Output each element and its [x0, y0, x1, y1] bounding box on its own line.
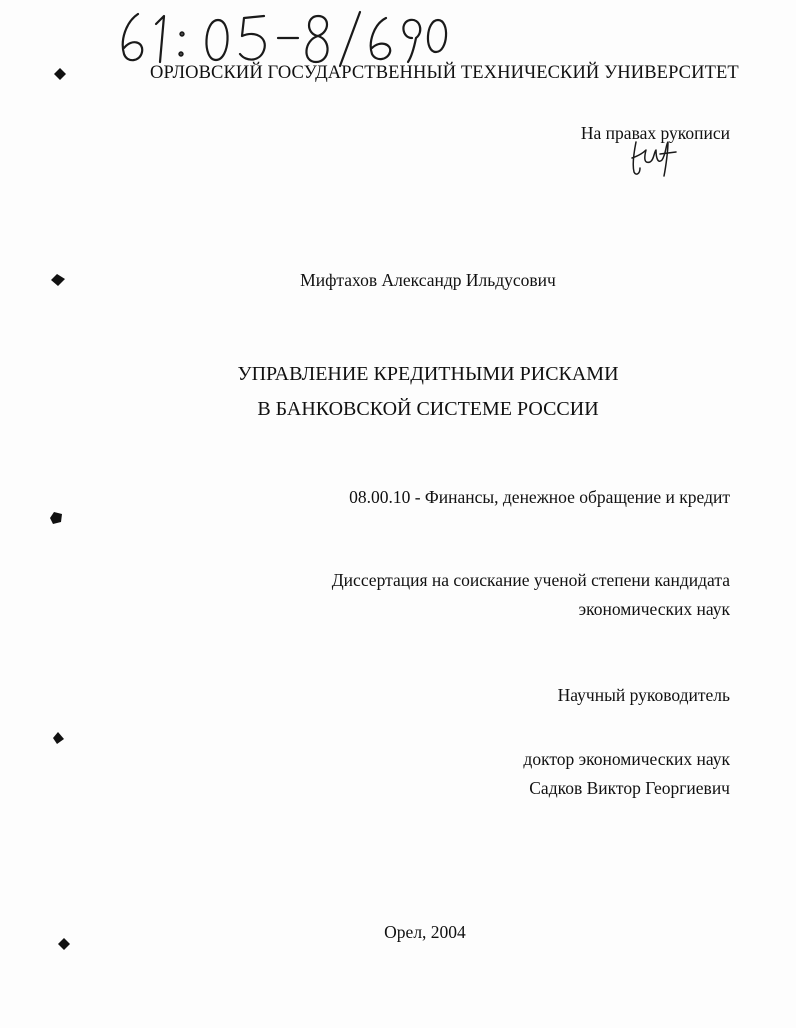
university-name: ОРЛОВСКИЙ ГОСУДАРСТВЕННЫЙ ТЕХНИЧЕСКИЙ УНИВЕРСИТЕТ: [150, 63, 739, 83]
rights-note: На правах рукописи: [580, 123, 730, 143]
punch-mark-icon: [50, 731, 66, 745]
title-line: В БАНКОВСКОЙ СИСТЕМЕ РОССИИ: [257, 398, 599, 420]
dissertation-title: [0, 357, 796, 427]
degree-line: экономических наук: [578, 599, 730, 619]
title-line: УПРАВЛЕНИЕ КРЕДИТНЫМИ РИСКАМИ: [237, 363, 619, 385]
supervisor-degree: доктор экономических наук: [523, 749, 730, 769]
degree-line: Диссертация на соискание ученой степени кандидата: [331, 570, 730, 590]
place-year: Орел, 2004: [384, 922, 466, 942]
punch-mark-icon: [56, 937, 72, 951]
supervisor-label: Научный руководитель: [557, 685, 730, 705]
supervisor-name: Садков Виктор Георгиевич: [529, 778, 730, 798]
supervisor-info: [523, 745, 730, 803]
degree-statement: [332, 566, 730, 624]
punch-mark-icon: [48, 511, 64, 525]
signature-icon: [626, 136, 682, 178]
punch-mark-icon: [50, 273, 66, 287]
handwritten-archive-code: [112, 8, 452, 68]
punch-mark-icon: [52, 67, 68, 81]
specialty-code: 08.00.10 - Финансы, денежное обращение и кредит: [349, 487, 730, 507]
author-name: Мифтахов Александр Ильдусович: [300, 270, 556, 290]
